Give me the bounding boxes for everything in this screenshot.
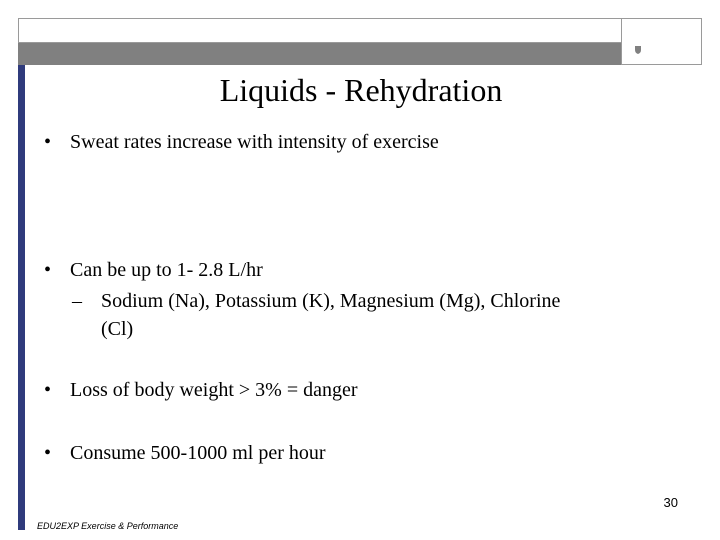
slide-title: Liquids - Rehydration (219, 72, 503, 108)
accent-side-bar (18, 65, 25, 530)
bullet-text: Consume 500-1000 ml per hour (70, 442, 326, 464)
bullet-marker: • (44, 379, 52, 401)
header-band-light (18, 18, 621, 43)
bullet-marker: • (44, 259, 52, 281)
bullet-text: Can be up to 1- 2.8 L/hr (70, 259, 263, 281)
sub-bullet-text (101, 287, 661, 343)
sub-bullet-marker: – (72, 290, 82, 312)
bullet-marker: • (44, 131, 52, 153)
bullet-text: Sweat rates increase with intensity of exercise (70, 131, 439, 153)
course-footer: EDU2EXP Exercise & Performance (37, 521, 179, 531)
sub-bullet-line: Sodium (Na), Potassium (K), Magnesium (Mg), Chlorine (101, 290, 561, 312)
logo-subtitle: UNIVERSITY (656, 52, 695, 57)
crest-icon (632, 43, 644, 57)
bullet-text: Loss of body weight > 3% = danger (70, 379, 358, 401)
bullet-marker: • (44, 442, 52, 464)
page-number: 30 (663, 495, 678, 510)
university-logo (632, 41, 697, 63)
header-band-dark (18, 43, 702, 65)
logo-name: LA TROBE (644, 41, 693, 51)
sub-bullet-line: (Cl) (101, 318, 134, 340)
